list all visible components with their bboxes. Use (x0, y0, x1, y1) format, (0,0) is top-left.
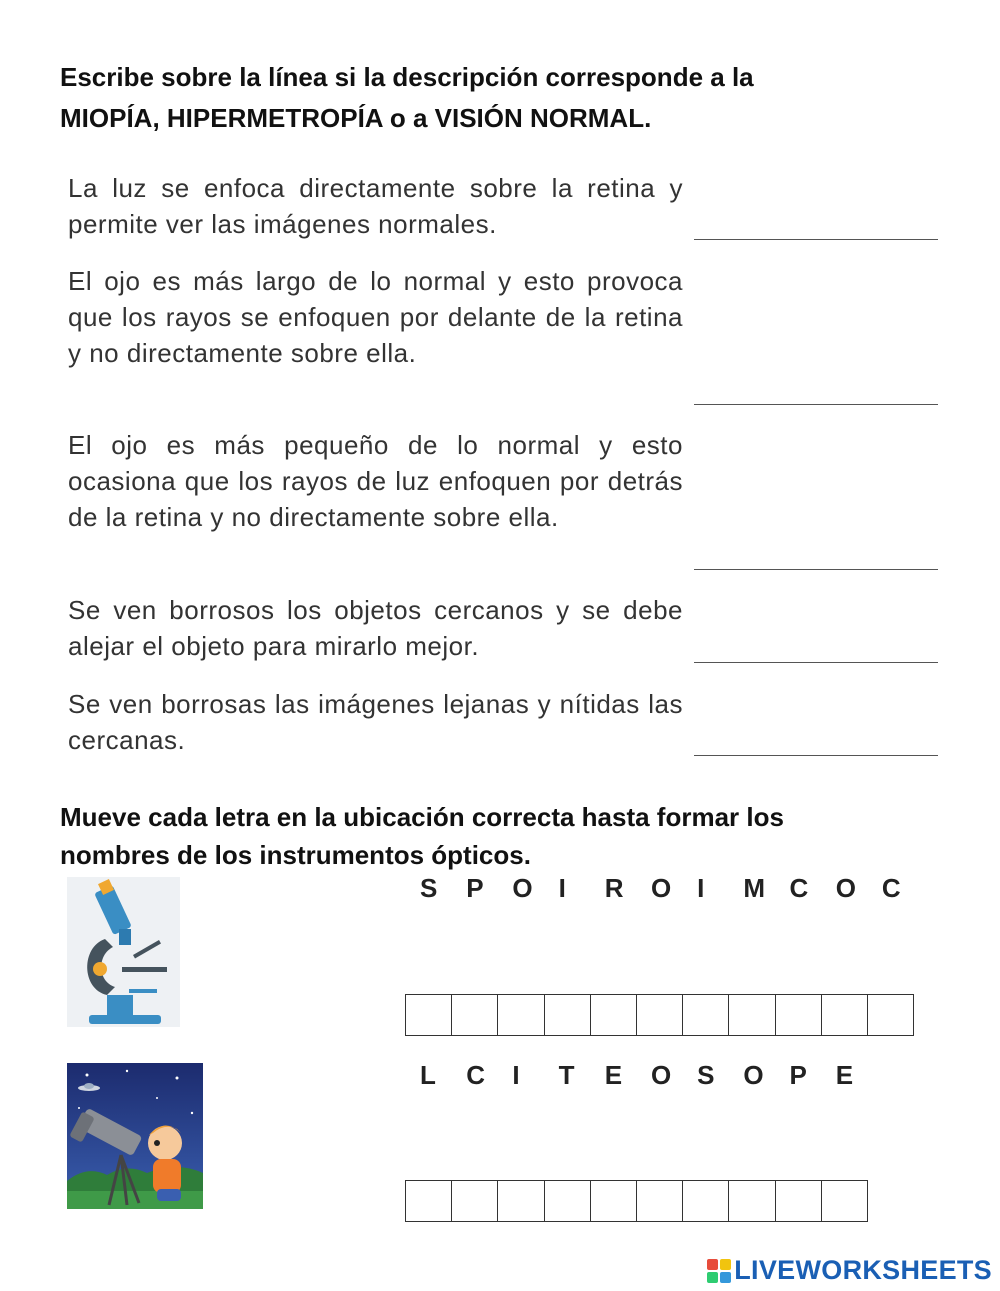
question-4 (68, 592, 938, 664)
letter-tile[interactable]: E (835, 1060, 854, 1090)
scrambled-letters-1 (420, 873, 928, 904)
instruction-1-line-2: MIOPÍA, HIPERMETROPÍA o a VISIÓN NORMAL. (60, 103, 652, 133)
question-3 (68, 427, 938, 571)
letter-tile[interactable]: O (512, 873, 533, 903)
question-2-text: El ojo es más largo de lo normal y esto provoca que los rayos se enfoquen por delante de la retina y no directamente sobre ella. (68, 266, 683, 368)
letter-tile[interactable]: R (604, 873, 624, 903)
microscope-image (67, 877, 180, 1027)
answer-line-4[interactable] (694, 662, 938, 663)
letter-drop-box[interactable] (590, 1180, 637, 1222)
instruction-1 (60, 57, 938, 139)
question-2 (68, 263, 938, 407)
scrambled-letters-2 (420, 1060, 882, 1091)
question-1 (68, 170, 938, 242)
letter-tile[interactable]: O (650, 1060, 672, 1090)
letter-drop-box[interactable] (451, 1180, 498, 1222)
letter-drop-box[interactable] (544, 994, 591, 1036)
letter-drop-box[interactable] (728, 994, 775, 1036)
letter-drop-box[interactable] (544, 1180, 591, 1222)
letter-drop-box[interactable] (636, 994, 683, 1036)
answer-line-2[interactable] (694, 404, 938, 405)
letter-tile[interactable]: L (420, 1060, 436, 1090)
letter-tile[interactable]: P (789, 1060, 807, 1090)
letter-drop-box[interactable] (867, 994, 914, 1036)
letter-drop-box[interactable] (728, 1180, 775, 1222)
question-1-text: La luz se enfoca directamente sobre la retina y permite ver las imágenes normales. (68, 173, 683, 239)
letter-drop-box[interactable] (821, 994, 868, 1036)
letter-tile[interactable]: P (466, 873, 484, 903)
letter-tile[interactable]: C (466, 1060, 485, 1090)
letter-drop-box[interactable] (405, 1180, 452, 1222)
answer-line-5[interactable] (694, 755, 938, 756)
letter-tile[interactable]: O (835, 873, 856, 903)
letter-tile[interactable]: I (697, 873, 705, 903)
question-4-text: Se ven borrosos los objetos cercanos y se debe alejar el objeto para mirarlo mejor. (68, 595, 683, 661)
letter-tile[interactable]: T (558, 1060, 575, 1090)
letter-drop-box[interactable] (497, 1180, 544, 1222)
liveworksheets-logo (707, 1255, 992, 1286)
question-5-text: Se ven borrosas las imágenes lejanas y nítidas las cercanas. (68, 689, 683, 755)
instruction-2-line-1: Mueve cada letra en la ubicación correcta hasta formar los (60, 802, 784, 832)
letter-tile[interactable]: I (558, 873, 566, 903)
letter-tile[interactable]: C (789, 873, 809, 903)
answer-line-3[interactable] (694, 569, 938, 570)
logo-mark-icon (707, 1259, 731, 1283)
letter-drop-box[interactable] (821, 1180, 868, 1222)
instruction-2 (60, 798, 938, 874)
letter-tile[interactable]: E (604, 1060, 623, 1090)
letter-drop-box[interactable] (775, 1180, 822, 1222)
letter-tile[interactable]: O (650, 873, 672, 903)
letter-tile[interactable]: O (743, 1060, 764, 1090)
letter-drop-box[interactable] (497, 994, 544, 1036)
instruction-2-line-2: nombres de los instrumentos ópticos. (60, 840, 531, 870)
letter-drop-box[interactable] (636, 1180, 683, 1222)
letter-drop-box[interactable] (775, 994, 822, 1036)
question-3-text: El ojo es más pequeño de lo normal y esto ocasiona que los rayos de luz enfoquen por detrás de la retina y no directamente sobre ella. (68, 430, 683, 532)
letter-drop-box[interactable] (590, 994, 637, 1036)
answer-boxes-2 (405, 1180, 868, 1222)
letter-tile[interactable]: S (697, 1060, 715, 1090)
answer-line-1[interactable] (694, 239, 938, 240)
question-5 (68, 686, 938, 758)
letter-drop-box[interactable] (405, 994, 452, 1036)
telescope-image (67, 1063, 203, 1209)
letter-drop-box[interactable] (682, 1180, 729, 1222)
letter-drop-box[interactable] (451, 994, 498, 1036)
answer-boxes-1 (405, 994, 914, 1036)
letter-tile[interactable]: C (881, 873, 901, 903)
instruction-1-line-1: Escribe sobre la línea si la descripción corresponde a la (60, 62, 754, 92)
logo-text: LIVEWORKSHEETS (734, 1255, 992, 1285)
letter-tile[interactable]: I (512, 1060, 520, 1090)
letter-drop-box[interactable] (682, 994, 729, 1036)
letter-tile[interactable]: S (420, 873, 438, 903)
letter-tile[interactable]: M (743, 873, 765, 903)
